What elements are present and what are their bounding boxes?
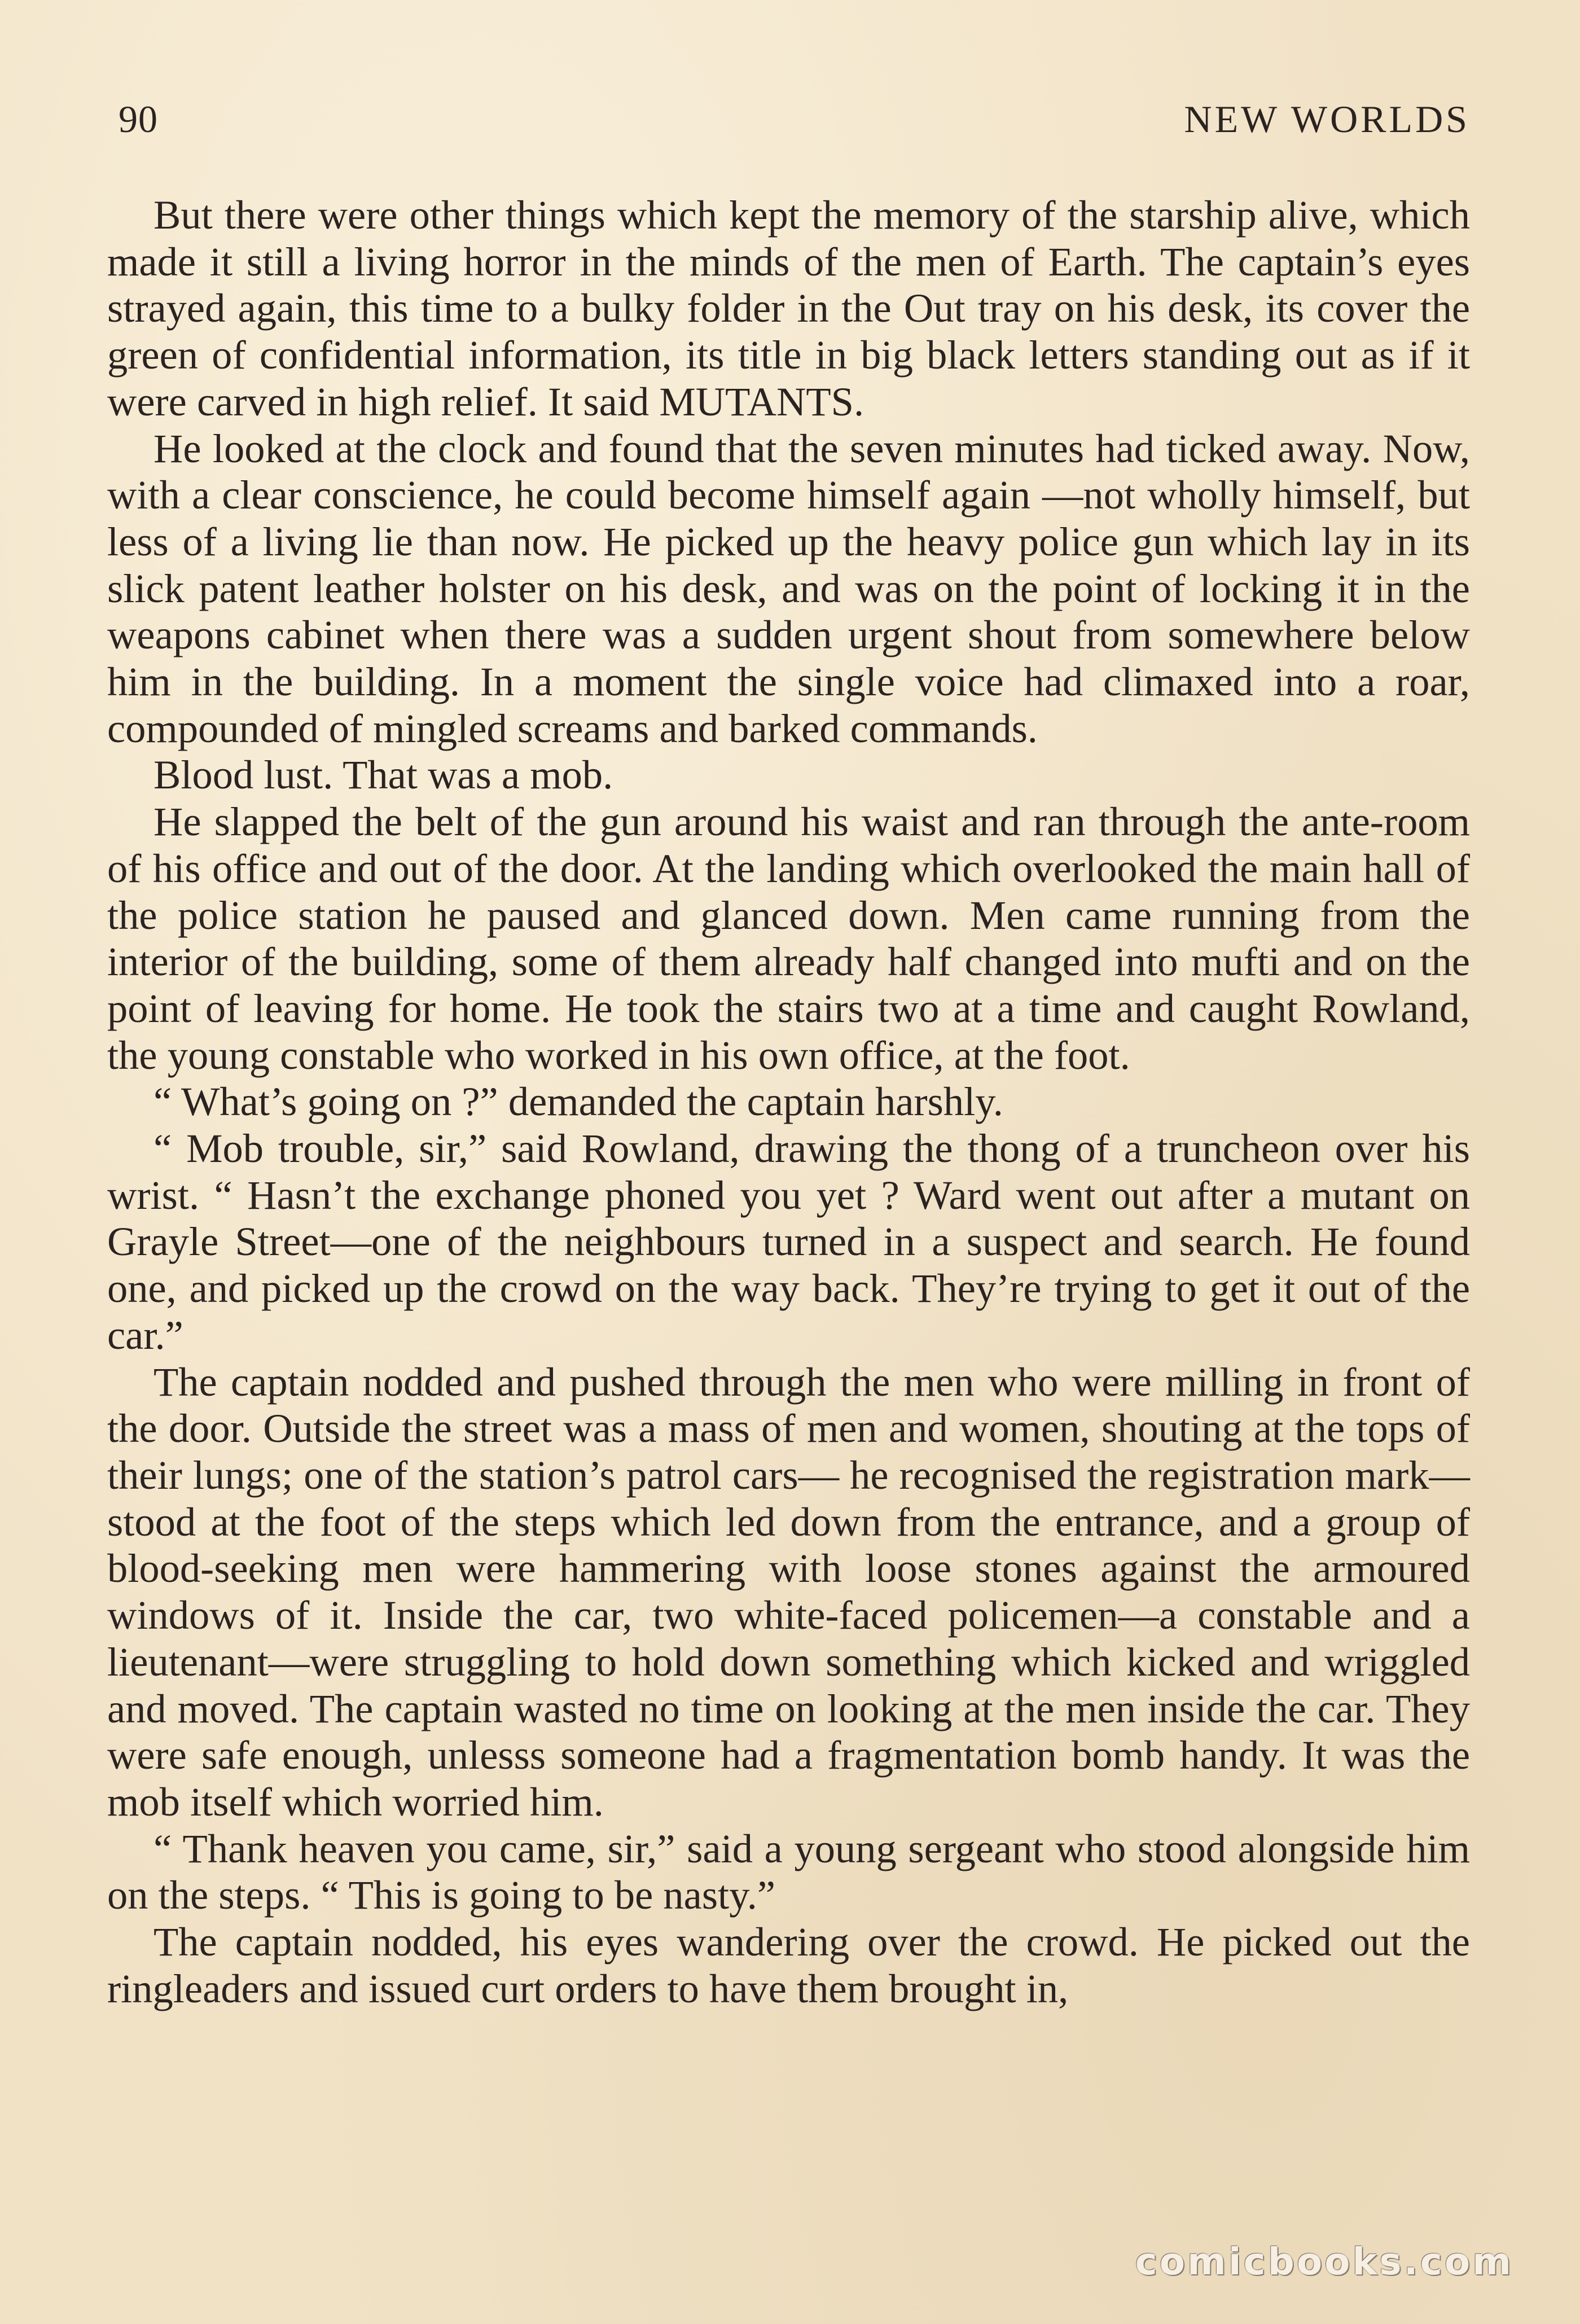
paragraph: “ Thank heaven you came, sir,” said a young sergeant who stood alongside him on the steps. “ This is going to be nasty.” xyxy=(107,1825,1470,1918)
running-head xyxy=(118,97,1470,159)
paragraph: The captain nodded and pushed through the men who were milling in front of the door. Outside the street was a mass of men and women, shouting at the tops of their lungs; one of the station’s patrol cars— he recognised the registration mark—stood at the foot of the steps which led down from the entrance, and a group of blood-seeking men were hammering with loose stones against the armoured windows of it. Inside the car, two white-faced policemen—a constable and a lieutenant—were struggling to hold down something which kicked and wriggled and moved. The captain wasted no time on looking at the men inside the car. They were safe enough, unlesss someone had a fragmentation bomb handy. It was the mob itself which worried him. xyxy=(107,1358,1470,1825)
paragraph: But there were other things which kept the memory of the starship alive, which made it still a living horror in the minds of the men of Earth. The captain’s eyes strayed again, this time to a bulky folder in the Out tray on his desk, its cover the green of confidential information, its title in big black letters standing out as if it were carved in high relief. It said MUTANTS. xyxy=(107,192,1470,424)
paragraph: Blood lust. That was a mob. xyxy=(153,752,613,798)
page-number: 90 xyxy=(118,98,158,141)
paragraph: He slapped the belt of the gun around his waist and ran through the ante-room of his office and out of the door. At the landing which overlooked the main hall of the police station he paused and glanced down. Men came running from the interior of the building, some of them already half changed into mufti and on the point of leaving for home. He took the stairs two at a time and caught Rowland, the young constable who worked in his own office, at the foot. xyxy=(107,799,1470,1078)
paragraph: He looked at the clock and found that the seven minutes had ticked away. Now, with a clear conscience, he could become himself again —not wholly himself, but less of a living lie than now. He picked up the heavy police gun which lay in its slick patent leather holster on his desk, and was on the point of locking it in the weapons cabinet when there was a sudden urgent shout from somewhere below him in the building. In a moment the single voice had climaxed into a roar, compounded of mingled screams and barked commands. xyxy=(107,425,1470,751)
body-text xyxy=(107,192,1470,2012)
paragraph: “ What’s going on ?” demanded the captain harshly. xyxy=(153,1078,1003,1125)
paragraph: The captain nodded, his eyes wandering over the crowd. He picked out the ringleaders and issued curt orders to have them brought in, xyxy=(107,1919,1470,2011)
journal-title: NEW WORLDS xyxy=(1184,98,1470,141)
watermark: comicbooks.com xyxy=(1135,2240,1513,2283)
paragraph: “ Mob trouble, sir,” said Rowland, drawing the thong of a truncheon over his wrist. “ Hasn’t the exchange phoned you yet ? Ward went out after a mutant on Grayle Street—one of the neighbours turned in a suspect and search. He found one, and picked up the crowd on the way back. They’re trying to get it out of the car.” xyxy=(107,1125,1470,1358)
